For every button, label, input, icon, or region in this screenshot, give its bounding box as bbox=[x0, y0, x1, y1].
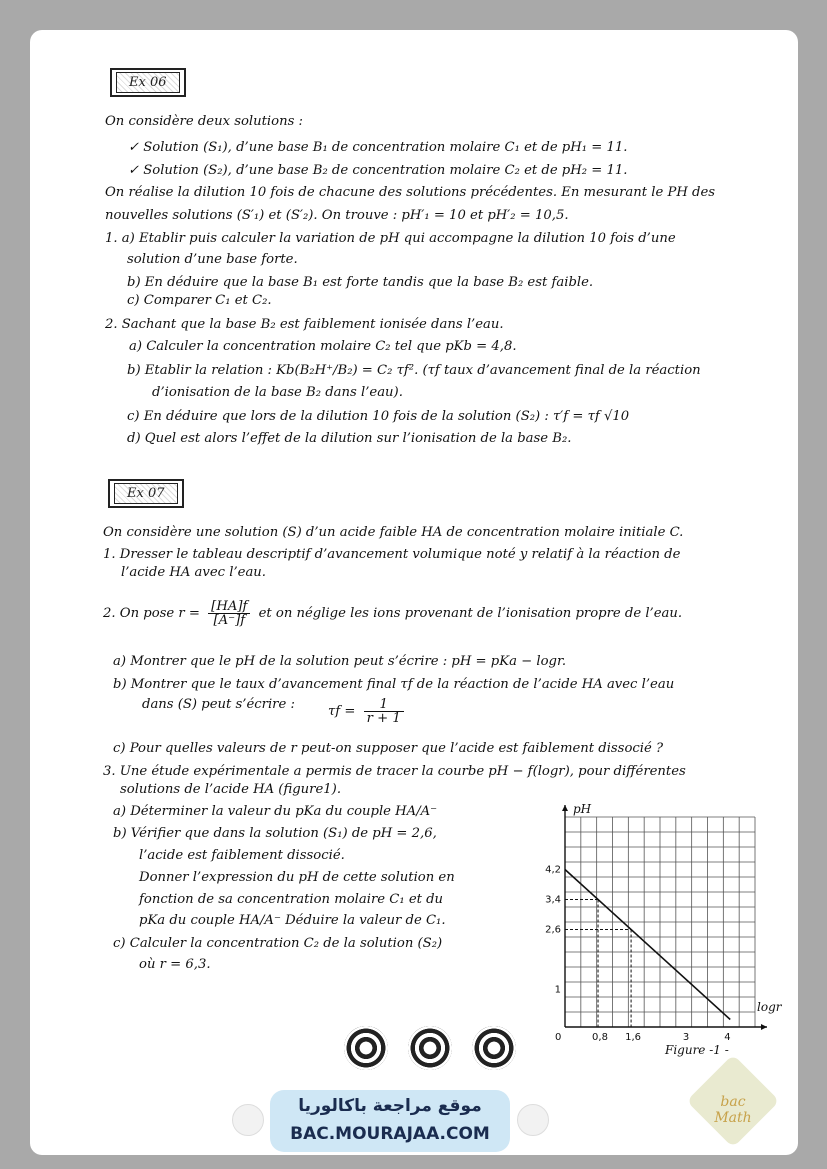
x-tick-label: 3 bbox=[682, 1032, 690, 1043]
ex7-q2c: c) Pour quelles valeurs de r peut-on supposer que l’acide est faiblement dissocié ? bbox=[113, 741, 664, 756]
tau-numerator: 1 bbox=[364, 698, 404, 712]
ex7-q3c-line1: c) Calculer la concentration C₂ de la solution (S₂) bbox=[113, 936, 443, 951]
ex6-q2b-line2: d’ionisation de la base B₂ dans l’eau). bbox=[152, 385, 403, 400]
ex7-q2-post: et on néglige les ions provenant de l’ionisation propre de l’eau. bbox=[258, 606, 683, 622]
ex6-q2a: a) Calculer la concentration molaire C₂ tel que pKb = 4,8. bbox=[129, 339, 517, 354]
r-denominator: [A⁻]f bbox=[213, 613, 246, 629]
ex6-q1a-line1: 1. a) Etablir puis calculer la variation de pH qui accompagne la dilution 10 fois d’une bbox=[105, 231, 676, 246]
ex6-dilution-line: On réalise la dilution 10 fois de chacune des solutions précédentes. En mesurant le PH des bbox=[105, 185, 716, 200]
decorative-logo-left bbox=[344, 1026, 388, 1070]
ex6-title-box bbox=[110, 68, 186, 97]
x-tick-label: 0 bbox=[555, 1032, 562, 1043]
ex6-q2: 2. Sachant que la base B₂ est faiblement ionisée dans l’eau. bbox=[105, 317, 504, 332]
r-numerator: [HA]f bbox=[208, 600, 250, 614]
site-banner-url[interactable]: BAC.MOURAJAA.COM bbox=[290, 1124, 490, 1144]
ex7-q3b-line2: l’acide est faiblement dissocié. bbox=[139, 848, 345, 863]
tau-denominator: r + 1 bbox=[366, 711, 401, 727]
y-tick-label: 4,2 bbox=[545, 864, 561, 876]
ex7-q2-line bbox=[103, 600, 682, 627]
ex7-q3c-line2: où r = 6,3. bbox=[139, 957, 211, 972]
ex7-q2a: a) Montrer que le pH de la solution peut s’écrire : pH = pKa − logr. bbox=[113, 654, 567, 669]
ph-logr-chart bbox=[540, 800, 790, 1060]
ex7-intro: On considère une solution (S) d’un acide faible HA de concentration molaire initiale C. bbox=[103, 525, 684, 540]
x-tick-label: 0,8 bbox=[592, 1032, 608, 1043]
y-tick-label: 1 bbox=[554, 984, 561, 996]
ex6-q1b: b) En déduire que la base B₁ est forte tandis que la base B₂ est faible. bbox=[127, 275, 594, 290]
site-banner[interactable] bbox=[270, 1090, 510, 1152]
ex6-q1a-line2: solution d’une base forte. bbox=[127, 252, 298, 267]
decorative-logo-right bbox=[472, 1026, 516, 1070]
x-tick-label: 4 bbox=[724, 1032, 731, 1043]
ex6-q1c: c) Comparer C₁ et C₂. bbox=[127, 293, 272, 308]
x-axis-arrow bbox=[761, 1024, 767, 1030]
y-tick-label: 2,6 bbox=[545, 924, 561, 936]
ex7-q1-line2: l’acide HA avec l’eau. bbox=[121, 565, 266, 580]
bacmath-logo-text: bac Math bbox=[714, 1094, 752, 1126]
ex6-q2b-line1: b) Etablir la relation : Kb(B₂H⁺/B₂) = C₂ τf². (τf taux d’avancement final de la réaction bbox=[127, 363, 701, 378]
y-tick-label: 3,4 bbox=[545, 894, 561, 906]
ex6-q2d: d) Quel est alors l’effet de la dilution sur l’ionisation de la base B₂. bbox=[127, 431, 572, 446]
ex7-q3-line1: 3. Une étude expérimentale a permis de tracer la courbe pH − f(logr), pour différentes bbox=[103, 764, 686, 779]
site-banner-arabic: موقع مراجعة باكالوريا bbox=[298, 1096, 482, 1116]
ex6-title: Ex 06 bbox=[116, 72, 180, 93]
site-icon-left bbox=[232, 1104, 264, 1136]
tau-fraction bbox=[364, 698, 404, 725]
r-fraction bbox=[208, 600, 250, 627]
ex7-q2-pre: 2. On pose r = bbox=[103, 606, 200, 622]
ex6-new-solutions-line: nouvelles solutions (S′₁) et (S′₂). On trouve : pH′₁ = 10 et pH′₂ = 10,5. bbox=[105, 208, 569, 223]
figure-caption: Figure -1 - bbox=[665, 1043, 729, 1057]
decorative-logo-middle bbox=[408, 1026, 452, 1070]
ex6-solution-1: ✓ Solution (S₁), d’une base B₁ de concentration molaire C₁ et de pH₁ = 11. bbox=[128, 140, 628, 155]
ex7-q3b-line5: pKa du couple HA/A⁻ Déduire la valeur de C₁. bbox=[139, 913, 446, 928]
ex6-q2c: c) En déduire que lors de la dilution 10 fois de la solution (S₂) : τ′f = τf √10 bbox=[127, 409, 630, 424]
ex7-title-box bbox=[108, 479, 184, 508]
y-axis-label: pH bbox=[573, 802, 592, 816]
x-axis-label: logr bbox=[757, 1000, 782, 1014]
site-icon-right bbox=[517, 1104, 549, 1136]
tau-label: τf = bbox=[328, 704, 356, 720]
ex7-title: Ex 07 bbox=[114, 483, 178, 504]
ex7-q3b-line3: Donner l’expression du pH de cette solution en bbox=[139, 870, 455, 885]
tau-formula bbox=[328, 698, 408, 725]
ex7-q2b-line1: b) Montrer que le taux d’avancement final τf de la réaction de l’acide HA avec l’eau bbox=[113, 677, 675, 692]
ex7-q3-line2: solutions de l’acide HA (figure1). bbox=[120, 782, 342, 797]
ex7-q3a: a) Déterminer la valeur du pKa du couple HA/A⁻ bbox=[113, 804, 438, 819]
ex7-q2b-line2: dans (S) peut s’écrire : bbox=[142, 697, 295, 712]
ex6-solution-2: ✓ Solution (S₂), d’une base B₂ de concentration molaire C₂ et de pH₂ = 11. bbox=[128, 163, 628, 178]
x-tick-label: 1,6 bbox=[625, 1032, 641, 1043]
ex7-q3b-line4: fonction de sa concentration molaire C₁ et du bbox=[139, 892, 444, 907]
ex7-q1-line1: 1. Dresser le tableau descriptif d’avancement volumique noté y relatif à la réaction de bbox=[103, 547, 681, 562]
ex7-q3b-line1: b) Vérifier que dans la solution (S₁) de pH = 2,6, bbox=[113, 826, 437, 841]
y-axis-arrow bbox=[562, 805, 568, 811]
ex6-intro: On considère deux solutions : bbox=[105, 114, 303, 129]
